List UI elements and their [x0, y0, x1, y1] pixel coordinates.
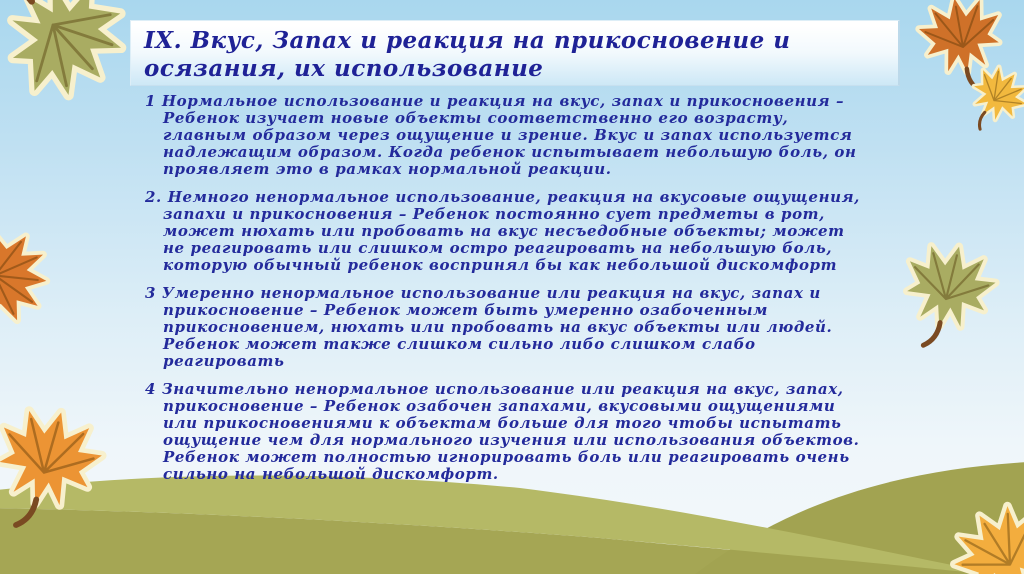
slide-title: IX. Вкус, Запах и реакция на прикосновение и осязания, их использование	[144, 27, 791, 82]
paragraph-1	[145, 93, 860, 178]
paragraph-number: 1	[145, 92, 157, 110]
paragraph-number: 2.	[145, 188, 162, 206]
slide-body	[145, 93, 860, 494]
paragraph-text: Немного ненормальное использование, реакция на вкусовые ощущения, запахи и прикосновения – Ребенок постоянно сует предметы в рот, может нюхать или пробовать на вкус несъедобные объекты; может не реагировать или слишком остро реагировать на небольшую боль, которую обычный ребенок воспринял бы как небольшой дискомфорт	[163, 188, 860, 274]
paragraph-text: Нормальное использование и реакция на вкус, запах и прикосновения – Ребенок изучает новые объекты соответственно его возрасту, главным образом через ощущение и зрение. Вкус и запах используется надлежащим образом. Когда ребенок испытывает небольшую боль, он проявляет это в рамках нормальной реакции.	[161, 92, 857, 178]
paragraph-2	[145, 189, 860, 274]
paragraph-number: 4	[145, 380, 157, 398]
paragraph-number: 3	[145, 284, 157, 302]
paragraph-text: Умеренно ненормальное использование или реакция на вкус, запах и прикосновение – Ребенок может быть умеренно озабоченным прикосновением, нюхать или пробовать на вкус объекты или людей. Ребенок может также слишком сильно либо слишком слабо реагировать	[161, 284, 833, 370]
paragraph-3	[145, 285, 860, 370]
paragraph-4	[145, 381, 860, 483]
paragraph-text: Значительно ненормальное использование или реакция на вкус, запах, прикосновение – Ребенок озабочен запахами, вкусовыми ощущениями или прикосновениями к объектам больше для того чтобы испытать ощущение чем для нормального изучения или использования объектов. Ребенок может полностью игнорировать боль или реагировать очень сильно на небольшой дискомфорт.	[161, 380, 860, 483]
slide-title-box	[130, 20, 900, 86]
